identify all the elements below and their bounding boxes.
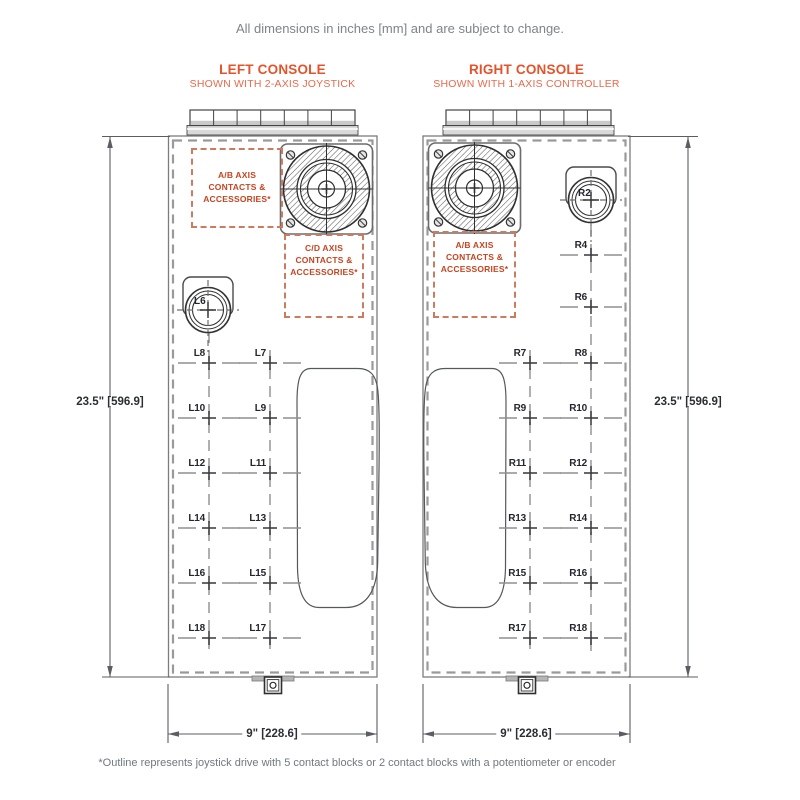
point-label-L16: L16	[188, 568, 205, 579]
left-cd-axis-box	[284, 234, 364, 318]
point-label-R8: R8	[574, 348, 587, 359]
point-label-L13: L13	[249, 513, 266, 524]
connector-label-R2: R2	[578, 188, 591, 199]
point-label-L11: L11	[249, 458, 266, 469]
left-console-subtitle: SHOWN WITH 2-AXIS JOYSTICK	[189, 78, 356, 90]
point-label-R10: R10	[569, 403, 587, 414]
box-text-line: CONTACTS &	[445, 251, 504, 262]
point-label-R11: R11	[508, 458, 526, 469]
point-label-R18: R18	[569, 623, 587, 634]
right-width-dimension: 9" [228.6]	[496, 728, 555, 740]
box-text-line: ACCESSORIES*	[203, 193, 271, 204]
right-height-dimension: 23.5" [596.9]	[650, 396, 725, 408]
box-text-line: C/D AXIS	[304, 243, 344, 253]
point-label-R14: R14	[569, 513, 587, 524]
box-text-line: ACCESSORIES*	[440, 263, 509, 274]
box-text-line: CONTACTS &	[208, 182, 266, 193]
point-label-R4: R4	[574, 240, 587, 251]
left-height-dimension: 23.5" [596.9]	[72, 396, 147, 408]
point-label-L14: L14	[188, 513, 205, 524]
point-label-L8: L8	[193, 348, 205, 359]
box-text-line: CONTACTS &	[295, 254, 353, 265]
point-label-R7: R7	[513, 348, 526, 359]
connector-label-L6: L6	[194, 296, 206, 307]
point-label-L12: L12	[188, 458, 205, 469]
top-note: All dimensions in inches [mm] and are subject to change.	[235, 21, 565, 36]
left-console-header	[168, 62, 377, 90]
right-ab-axis-box	[433, 231, 516, 318]
point-label-R15: R15	[508, 568, 526, 579]
footer-note: *Outline represents joystick drive with 5 contact blocks or 2 contact blocks with a potentiometer or encoder	[98, 757, 616, 769]
right-console-subtitle: SHOWN WITH 1-AXIS CONTROLLER	[433, 78, 620, 90]
point-label-L18: L18	[188, 623, 205, 634]
point-label-R13: R13	[508, 513, 526, 524]
box-text-line: ACCESSORIES*	[290, 266, 358, 277]
point-label-R17: R17	[508, 623, 526, 634]
point-label-L9: L9	[254, 403, 266, 414]
box-text-line: A/B AXIS	[217, 170, 257, 181]
point-label-R9: R9	[513, 403, 526, 414]
left-ab-axis-box	[191, 148, 283, 228]
point-label-L15: L15	[249, 568, 266, 579]
point-label-L10: L10	[188, 403, 205, 414]
point-label-L7: L7	[254, 348, 266, 359]
left-console-title: LEFT CONSOLE	[219, 62, 326, 77]
point-label-R6: R6	[574, 292, 587, 303]
right-console-header	[423, 62, 630, 90]
box-text-line: A/B AXIS	[455, 240, 494, 250]
right-console-title: RIGHT CONSOLE	[468, 62, 585, 77]
point-label-R12: R12	[569, 458, 587, 469]
point-label-L17: L17	[249, 623, 266, 634]
point-label-R16: R16	[569, 568, 587, 579]
left-width-dimension: 9" [228.6]	[242, 728, 301, 740]
